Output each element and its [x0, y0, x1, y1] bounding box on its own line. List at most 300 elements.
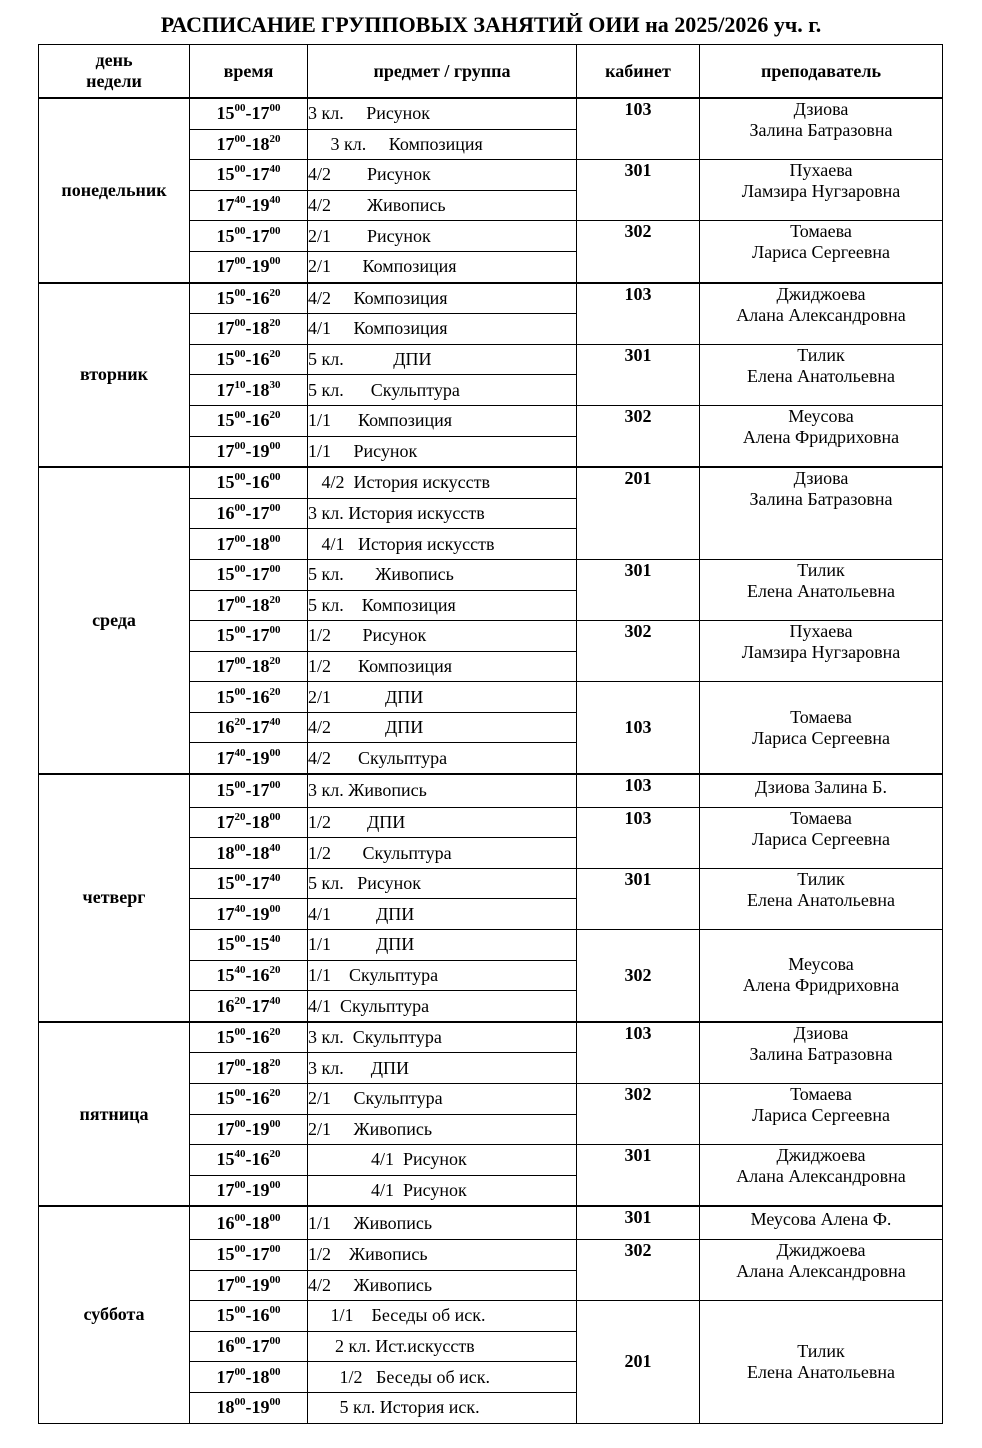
time-start-minutes: 20 [234, 810, 246, 823]
room-number: 302 [577, 1084, 700, 1145]
time-end-hour: 17 [251, 873, 270, 894]
day-name: понедельник [39, 98, 190, 283]
teacher-given-names: Лариса Сергеевна [752, 242, 890, 263]
table-row [39, 283, 943, 314]
lesson-time: $17^{00}-18^{20}$ [190, 651, 308, 682]
day-name: вторник [39, 283, 190, 468]
time-start-minutes: 00 [234, 1304, 246, 1317]
lesson-time: $16^{00}-18^{00}$ [190, 1206, 308, 1239]
lesson-subject: 4/2 Живопись [308, 1270, 577, 1301]
lesson-subject: 2/1 Рисунок [308, 221, 577, 252]
time-end-hour: 16 [251, 686, 270, 707]
lesson-time: $17^{00}-18^{00}$ [190, 1362, 308, 1393]
time-end-hour: 17 [251, 103, 270, 124]
teacher-given-names: Лариса Сергеевна [752, 828, 890, 849]
lesson-time: $15^{00}-17^{00}$ [190, 621, 308, 652]
time-start-minutes: 00 [234, 532, 246, 545]
time-start-hour: 17 [216, 133, 235, 154]
time-end-hour: 19 [251, 1118, 270, 1139]
time-start-hour: 15 [216, 686, 235, 707]
header-day [39, 45, 190, 99]
table-row [39, 774, 943, 807]
lesson-subject: 2/1 Композиция [308, 251, 577, 282]
lesson-time: $15^{00}-15^{40}$ [190, 930, 308, 961]
lesson-subject: 4/1 ДПИ [308, 899, 577, 930]
lesson-subject: 3 кл. Рисунок [308, 98, 577, 129]
header-day-line1: день [95, 50, 133, 70]
time-start-minutes: 20 [234, 994, 246, 1007]
time-end-minutes: 00 [269, 1273, 281, 1286]
teacher-name [700, 930, 943, 1022]
time-start-hour: 17 [216, 747, 235, 768]
lesson-time: $17^{00}-18^{00}$ [190, 529, 308, 560]
time-start-minutes: 00 [234, 872, 246, 885]
time-end-minutes: 00 [269, 1396, 281, 1409]
lesson-time: $15^{00}-16^{00}$ [190, 467, 308, 498]
header-time: время [190, 45, 308, 99]
teacher-surname: Пухаева [789, 160, 853, 181]
time-start-minutes: 10 [234, 378, 246, 391]
time-start-hour: 15 [216, 164, 235, 185]
lesson-subject: 1/2 Композиция [308, 651, 577, 682]
time-end-hour: 18 [251, 1057, 270, 1078]
room-number: 103 [577, 682, 700, 774]
teacher-given-names: Залина Батразовна [749, 1043, 893, 1064]
time-start-minutes: 00 [234, 1396, 246, 1409]
time-end-minutes: 40 [269, 872, 281, 885]
time-end-minutes: 00 [269, 779, 281, 792]
lesson-time: $17^{00}-19^{00}$ [190, 251, 308, 282]
teacher-given-names: Алана Александровна [736, 1260, 906, 1281]
teacher-surname: Тилик [797, 344, 845, 365]
time-start-hour: 15 [216, 625, 235, 646]
time-end-hour: 17 [251, 164, 270, 185]
time-start-minutes: 00 [234, 224, 246, 237]
room-number: 302 [577, 1239, 700, 1300]
room-number: 301 [577, 868, 700, 929]
time-end-minutes: 40 [269, 163, 281, 176]
lesson-subject: 5 кл. ДПИ [308, 344, 577, 375]
lesson-subject: 2 кл. Ист.искусств [308, 1331, 577, 1362]
lesson-subject: 4/1 Композиция [308, 314, 577, 345]
room-number: 301 [577, 160, 700, 221]
teacher-surname: Тилик [797, 559, 845, 580]
lesson-subject: 1/1 Композиция [308, 405, 577, 436]
time-start-minutes: 00 [234, 685, 246, 698]
time-start-minutes: 40 [234, 1148, 246, 1161]
time-end-hour: 17 [251, 995, 270, 1016]
time-start-hour: 15 [216, 1088, 235, 1109]
teacher-given-names: Лариса Сергеевна [752, 727, 890, 748]
teacher-surname: Джиджоева [776, 1145, 866, 1166]
teacher-given-names: Лариса Сергеевна [752, 1105, 890, 1125]
time-end-minutes: 20 [269, 1026, 281, 1039]
time-start-hour: 15 [216, 103, 235, 124]
time-start-hour: 16 [216, 1212, 235, 1233]
time-start-hour: 16 [216, 1336, 235, 1357]
time-start-minutes: 00 [234, 439, 246, 452]
lesson-subject: 1/2 Скульптура [308, 838, 577, 869]
time-start-hour: 15 [216, 1149, 235, 1170]
time-end-minutes: 20 [269, 132, 281, 145]
teacher-surname: Меусова [788, 954, 854, 975]
teacher-name [700, 1239, 943, 1300]
lesson-subject: 3 кл. Скульптура [308, 1022, 577, 1053]
lesson-subject: 1/2 Беседы об иск. [308, 1362, 577, 1393]
lesson-subject: 3 кл. История искусств [308, 498, 577, 529]
time-end-minutes: 00 [269, 1211, 281, 1224]
lesson-time: $15^{00}-16^{20}$ [190, 283, 308, 314]
table-row [39, 98, 943, 129]
time-start-hour: 15 [216, 349, 235, 370]
time-end-hour: 17 [251, 625, 270, 646]
time-end-hour: 16 [251, 410, 270, 431]
lesson-subject: 1/2 ДПИ [308, 807, 577, 838]
lesson-time: $18^{00}-18^{40}$ [190, 838, 308, 869]
page-title: РАСПИСАНИЕ ГРУППОВЫХ ЗАНЯТИЙ ОИИ на 2025/2026 уч. г. [160, 12, 822, 37]
teacher-name [700, 1206, 943, 1239]
teacher-name [700, 467, 943, 559]
time-end-hour: 16 [251, 1305, 270, 1326]
lesson-time: $17^{40}-19^{00}$ [190, 743, 308, 774]
teacher-given-names: Елена Анатольевна [747, 1361, 895, 1382]
time-start-hour: 17 [216, 440, 235, 461]
teacher-name [700, 1022, 943, 1084]
time-end-hour: 18 [251, 811, 270, 832]
time-start-hour: 15 [216, 1027, 235, 1048]
time-start-hour: 17 [216, 903, 235, 924]
room-number: 301 [577, 559, 700, 620]
lesson-time: $17^{00}-19^{00}$ [190, 1114, 308, 1145]
time-end-minutes: 00 [269, 1365, 281, 1378]
lesson-time: $15^{00}-16^{20}$ [190, 682, 308, 713]
time-start-hour: 17 [216, 256, 235, 277]
teacher-surname: Пухаева [789, 621, 853, 642]
room-number: 103 [577, 807, 700, 868]
teacher-surname: Дзиова [793, 1022, 849, 1043]
table-row [39, 1022, 943, 1053]
time-end-hour: 17 [251, 225, 270, 246]
teacher-name [700, 344, 943, 405]
time-start-hour: 17 [216, 594, 235, 615]
lesson-subject: 1/1 ДПИ [308, 930, 577, 961]
time-start-hour: 15 [216, 225, 235, 246]
time-end-minutes: 20 [269, 348, 281, 361]
lesson-subject: 1/2 Рисунок [308, 621, 577, 652]
lesson-time: $17^{00}-18^{20}$ [190, 1053, 308, 1084]
time-end-hour: 18 [251, 1212, 270, 1233]
teacher-name [700, 1084, 943, 1145]
teacher-surname: Томаева [790, 807, 852, 828]
time-end-hour: 17 [251, 780, 270, 801]
time-start-hour: 15 [216, 873, 235, 894]
time-end-hour: 18 [251, 1366, 270, 1387]
time-end-minutes: 00 [269, 224, 281, 237]
time-start-hour: 15 [216, 934, 235, 955]
lesson-time: $15^{00}-17^{00}$ [190, 559, 308, 590]
time-end-hour: 18 [251, 133, 270, 154]
teacher-surname: Джиджоева [776, 283, 866, 304]
time-end-hour: 18 [251, 533, 270, 554]
time-start-minutes: 00 [234, 163, 246, 176]
teacher-name [700, 559, 943, 620]
teacher-name [700, 621, 943, 682]
time-start-hour: 15 [216, 564, 235, 585]
time-end-hour: 17 [251, 1244, 270, 1265]
time-start-hour: 18 [216, 1397, 235, 1418]
table-row [39, 467, 943, 498]
room-number: 302 [577, 930, 700, 1022]
lesson-time: $15^{00}-17^{00}$ [190, 221, 308, 252]
teacher-surname: Дзиова [793, 99, 849, 119]
lesson-subject: 5 кл. Живопись [308, 559, 577, 590]
schedule-table [38, 44, 943, 1424]
time-start-hour: 16 [216, 503, 235, 524]
time-end-hour: 15 [251, 934, 270, 955]
time-end-minutes: 20 [269, 963, 281, 976]
time-start-hour: 17 [216, 533, 235, 554]
time-start-hour: 17 [216, 1118, 235, 1139]
time-start-minutes: 00 [234, 1056, 246, 1069]
time-end-hour: 18 [251, 318, 270, 339]
lesson-time: $17^{00}-18^{20}$ [190, 129, 308, 160]
lesson-subject: 4/2 Рисунок [308, 160, 577, 191]
time-start-hour: 17 [216, 811, 235, 832]
lesson-subject: 3 кл. ДПИ [308, 1053, 577, 1084]
time-start-hour: 15 [216, 1244, 235, 1265]
time-end-minutes: 00 [269, 532, 281, 545]
teacher-surname: Джиджоева [776, 1239, 866, 1260]
teacher-name [700, 160, 943, 221]
teacher-surname: Дзиова [793, 468, 849, 489]
time-start-hour: 17 [216, 1274, 235, 1295]
time-start-hour: 15 [216, 472, 235, 493]
lesson-subject: 4/1 Рисунок [308, 1175, 577, 1206]
time-end-hour: 18 [251, 842, 270, 863]
teacher-name [700, 868, 943, 929]
time-start-minutes: 00 [234, 1026, 246, 1039]
time-start-minutes: 00 [234, 654, 246, 667]
room-number: 302 [577, 221, 700, 283]
time-start-hour: 17 [216, 1180, 235, 1201]
time-end-hour: 19 [251, 747, 270, 768]
time-end-hour: 16 [251, 472, 270, 493]
lesson-subject: 4/2 Композиция [308, 283, 577, 314]
time-start-minutes: 00 [234, 1365, 246, 1378]
time-end-minutes: 00 [269, 902, 281, 915]
teacher-surname: Томаева [790, 1084, 852, 1104]
lesson-subject: 1/1 Рисунок [308, 436, 577, 467]
teacher-given-names: Ламзира Нугзаровна [741, 642, 901, 663]
time-start-minutes: 00 [234, 317, 246, 330]
time-start-hour: 16 [216, 995, 235, 1016]
teacher-name [700, 1301, 943, 1423]
time-start-minutes: 00 [234, 1211, 246, 1224]
teacher-given-names: Елена Анатольевна [747, 889, 895, 910]
time-start-minutes: 00 [234, 779, 246, 792]
lesson-time: $17^{00}-19^{00}$ [190, 1270, 308, 1301]
time-end-hour: 16 [251, 349, 270, 370]
lesson-subject: 4/1 История искусств [308, 529, 577, 560]
time-start-hour: 16 [216, 717, 235, 738]
time-start-hour: 17 [216, 655, 235, 676]
schedule-body [39, 98, 943, 1423]
time-end-minutes: 00 [269, 1179, 281, 1192]
lesson-subject: 5 кл. История иск. [308, 1392, 577, 1423]
lesson-time: $15^{00}-17^{40}$ [190, 868, 308, 899]
time-start-minutes: 00 [234, 132, 246, 145]
lesson-time: $17^{00}-18^{20}$ [190, 590, 308, 621]
time-end-minutes: 20 [269, 685, 281, 698]
lesson-subject: 5 кл. Рисунок [308, 868, 577, 899]
time-start-minutes: 00 [234, 624, 246, 637]
time-end-hour: 19 [251, 195, 270, 216]
header-room: кабинет [577, 45, 700, 99]
time-end-hour: 18 [251, 655, 270, 676]
time-end-minutes: 40 [269, 841, 281, 854]
lesson-time: $17^{40}-19^{00}$ [190, 899, 308, 930]
time-end-hour: 17 [251, 564, 270, 585]
time-end-minutes: 00 [269, 471, 281, 484]
time-start-hour: 15 [216, 410, 235, 431]
room-number: 103 [577, 283, 700, 345]
teacher-given-names: Алана Александровна [736, 1166, 906, 1187]
time-end-minutes: 20 [269, 1056, 281, 1069]
time-end-minutes: 00 [269, 102, 281, 115]
time-start-minutes: 00 [234, 471, 246, 484]
time-start-hour: 15 [216, 780, 235, 801]
time-start-minutes: 00 [234, 1087, 246, 1100]
teacher-surname: Меусова Алена Ф. [750, 1209, 892, 1230]
time-start-minutes: 00 [234, 933, 246, 946]
time-end-minutes: 40 [269, 716, 281, 729]
time-end-minutes: 00 [269, 1117, 281, 1130]
time-end-minutes: 20 [269, 317, 281, 330]
lesson-time: $17^{40}-19^{40}$ [190, 190, 308, 221]
time-start-hour: 15 [216, 1305, 235, 1326]
time-end-minutes: 20 [269, 593, 281, 606]
lesson-time: $16^{20}-17^{40}$ [190, 991, 308, 1022]
day-name: пятница [39, 1022, 190, 1207]
time-start-minutes: 00 [234, 348, 246, 361]
time-end-minutes: 00 [269, 563, 281, 576]
teacher-surname: Томаева [790, 221, 852, 242]
header-teacher: преподаватель [700, 45, 943, 99]
time-end-minutes: 20 [269, 409, 281, 422]
teacher-name [700, 774, 943, 807]
time-start-hour: 17 [216, 318, 235, 339]
lesson-time: $16^{20}-17^{40}$ [190, 712, 308, 743]
teacher-given-names: Алена Фридриховна [742, 975, 900, 996]
time-end-minutes: 20 [269, 1148, 281, 1161]
room-number: 302 [577, 621, 700, 682]
lesson-subject: 1/1 Беседы об иск. [308, 1301, 577, 1332]
time-end-minutes: 40 [269, 194, 281, 207]
lesson-subject: 3 кл. Композиция [308, 129, 577, 160]
header-subject: предмет / группа [308, 45, 577, 99]
time-end-minutes: 20 [269, 1087, 281, 1100]
room-number: 301 [577, 1206, 700, 1239]
time-end-hour: 18 [251, 379, 270, 400]
time-end-minutes: 00 [269, 1243, 281, 1256]
teacher-given-names: Алена Фридриховна [742, 426, 900, 447]
time-start-hour: 17 [216, 1366, 235, 1387]
time-start-minutes: 40 [234, 194, 246, 207]
day-name: суббота [39, 1206, 190, 1423]
time-end-hour: 16 [251, 1149, 270, 1170]
time-end-hour: 17 [251, 717, 270, 738]
time-end-hour: 19 [251, 256, 270, 277]
lesson-subject: 4/2 История искусств [308, 467, 577, 498]
teacher-name [700, 98, 943, 160]
lesson-subject: 5 кл. Композиция [308, 590, 577, 621]
teacher-name [700, 283, 943, 345]
lesson-subject: 1/1 Живопись [308, 1206, 577, 1239]
time-start-minutes: 40 [234, 963, 246, 976]
lesson-time: $17^{00}-19^{00}$ [190, 1175, 308, 1206]
time-end-hour: 16 [251, 1088, 270, 1109]
room-number: 103 [577, 774, 700, 807]
time-start-hour: 17 [216, 379, 235, 400]
time-start-minutes: 00 [234, 255, 246, 268]
time-start-minutes: 00 [234, 1273, 246, 1286]
day-name: среда [39, 467, 190, 774]
time-start-minutes: 00 [234, 593, 246, 606]
time-end-minutes: 00 [269, 624, 281, 637]
time-start-hour: 17 [216, 1057, 235, 1078]
lesson-subject: 1/2 Живопись [308, 1239, 577, 1270]
lesson-time: $17^{00}-19^{00}$ [190, 436, 308, 467]
teacher-name [700, 221, 943, 283]
time-end-minutes: 20 [269, 654, 281, 667]
time-end-minutes: 00 [269, 502, 281, 515]
lesson-time: $15^{40}-16^{20}$ [190, 960, 308, 991]
teacher-name [700, 682, 943, 774]
header-day-line2: недели [86, 71, 142, 91]
lesson-time: $15^{00}-16^{20}$ [190, 344, 308, 375]
lesson-subject: 4/2 ДПИ [308, 712, 577, 743]
teacher-surname: Тилик [797, 1340, 845, 1361]
time-start-minutes: 00 [234, 1335, 246, 1348]
lesson-subject: 1/1 Скульптура [308, 960, 577, 991]
lesson-time: $16^{00}-17^{00}$ [190, 1331, 308, 1362]
lesson-time: $15^{00}-17^{00}$ [190, 1239, 308, 1270]
lesson-time: $15^{00}-16^{20}$ [190, 1022, 308, 1053]
room-number: 302 [577, 405, 700, 467]
lesson-subject: 2/1 Живопись [308, 1114, 577, 1145]
time-end-hour: 18 [251, 594, 270, 615]
lesson-time: $17^{20}-18^{00}$ [190, 807, 308, 838]
teacher-surname: Дзиова Залина Б. [755, 777, 887, 798]
lesson-time: $17^{00}-18^{20}$ [190, 314, 308, 345]
teacher-surname: Меусова [788, 405, 854, 426]
time-end-minutes: 00 [269, 255, 281, 268]
lesson-time: $17^{10}-18^{30}$ [190, 375, 308, 406]
time-end-minutes: 40 [269, 994, 281, 1007]
time-start-minutes: 00 [234, 1117, 246, 1130]
room-number: 103 [577, 98, 700, 160]
time-start-hour: 15 [216, 287, 235, 308]
teacher-given-names: Елена Анатольевна [747, 580, 895, 601]
time-start-hour: 17 [216, 195, 235, 216]
teacher-given-names: Алана Александровна [736, 304, 906, 325]
time-start-minutes: 00 [234, 286, 246, 299]
time-start-minutes: 00 [234, 409, 246, 422]
teacher-name [700, 1145, 943, 1207]
header-row [39, 45, 943, 99]
lesson-subject: 4/1 Рисунок [308, 1145, 577, 1176]
day-name: четверг [39, 774, 190, 1022]
